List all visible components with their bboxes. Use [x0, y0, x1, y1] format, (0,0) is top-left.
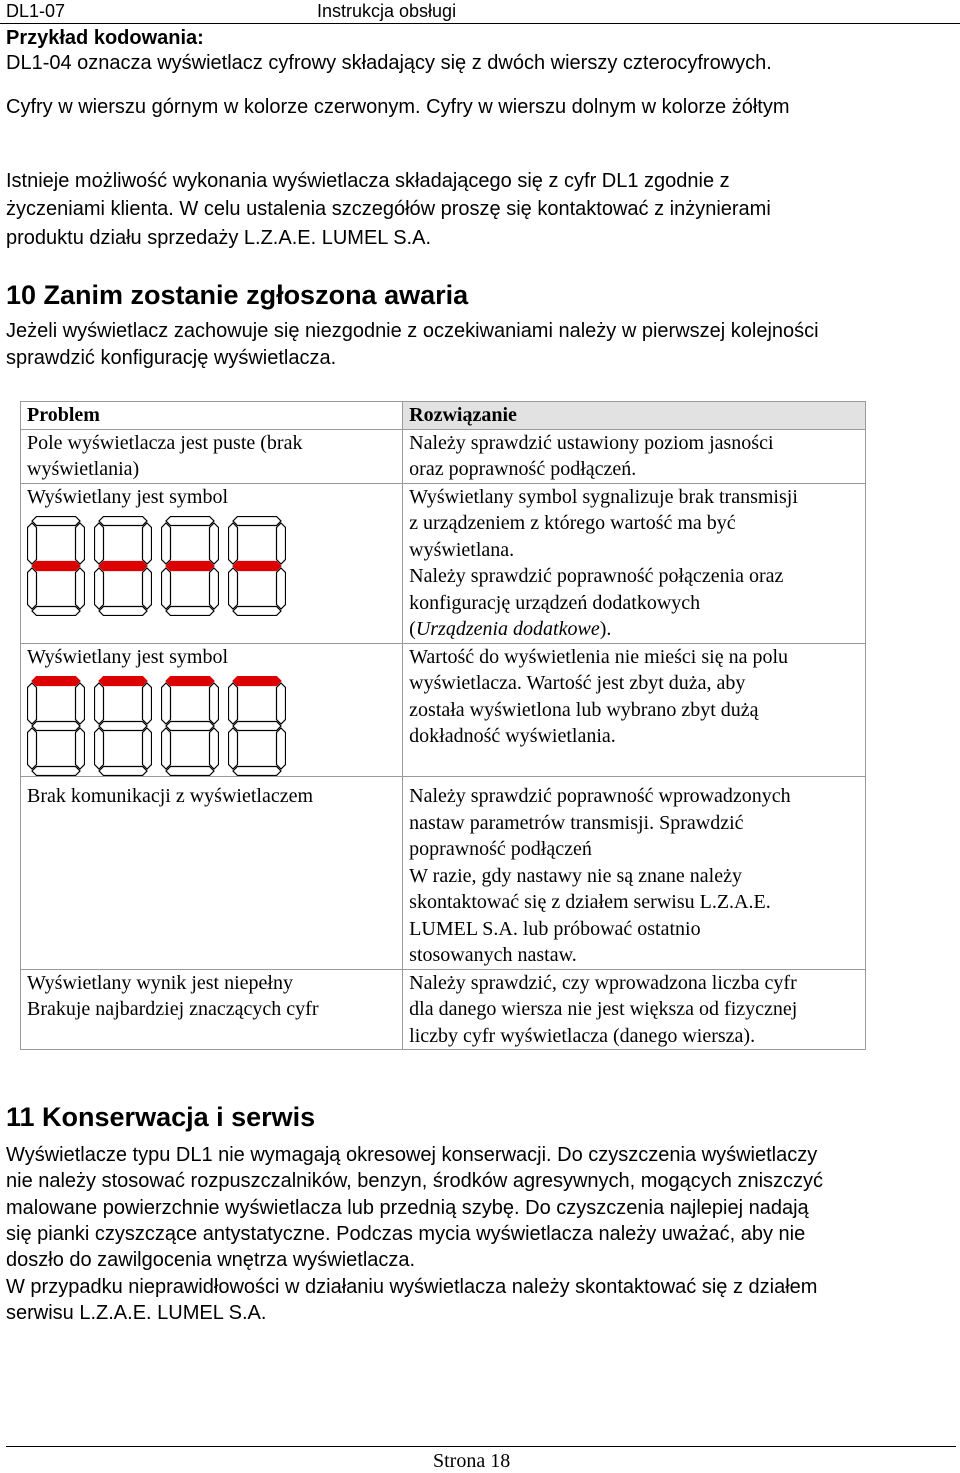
solution-line: z urządzeniem z którego wartość ma być [409, 512, 736, 534]
coding-example-line2: Cyfry w wierszu górnym w kolorze czerwonym. Cyfry w wierszu dolnym w kolorze żółtym [6, 96, 790, 118]
solution-line: LUMEL S.A. lub próbować ostatnio [409, 917, 701, 940]
segment-g [233, 722, 281, 731]
footer-divider [6, 1446, 956, 1447]
segment-f [95, 683, 104, 724]
segment-c [277, 728, 286, 769]
header-divider [0, 23, 960, 24]
segment-b [210, 523, 219, 564]
segment-g [166, 722, 214, 731]
seven-segment-digit [27, 516, 85, 616]
seven-segment-digit [27, 676, 85, 776]
segment-f [95, 523, 104, 564]
table-header-row [21, 402, 866, 430]
segment-g [32, 722, 80, 731]
segment-b [76, 523, 85, 564]
segment-a [233, 677, 281, 686]
problem-line: Brakuje najbardziej znaczących cyfr [27, 998, 319, 1020]
segment-c [143, 728, 152, 769]
page-number: Strona 18 [433, 1450, 511, 1472]
table-row [21, 429, 866, 483]
problem-line: Brak komunikacji z wyświetlaczem [27, 785, 314, 807]
solution-line: Należy sprawdzić poprawność połączenia oraz [409, 565, 784, 587]
solution-line: dla danego wiersza nie jest większa od fizycznej [409, 998, 798, 1020]
segment-b [143, 523, 152, 564]
segment-g [233, 562, 281, 571]
problem-line: Pole wyświetlacza jest puste (brak [27, 431, 303, 454]
segment-c [76, 728, 85, 769]
segment-d [32, 607, 80, 616]
custom-text-line2: życzeniami klienta. W celu ustalenia szczegółów proszę się kontaktować z inżynierami [6, 198, 771, 220]
solution-cell [403, 643, 866, 777]
segment-d [99, 607, 147, 616]
table-row [21, 483, 866, 643]
segment-e [28, 728, 37, 769]
segment-c [76, 568, 85, 609]
solution-line: wyświetlana. [409, 538, 515, 561]
segment-g [99, 562, 147, 571]
segment-g [166, 562, 214, 571]
no-transmission-symbol [27, 516, 396, 616]
table-row [21, 643, 866, 777]
coding-example-line1: DL1-04 oznacza wyświetlacz cyfrowy składający się z dwóch wierszy czterocyfrowych. [6, 52, 772, 74]
solution-line: liczby cyfr wyświetlacza (danego wiersza). [409, 1024, 756, 1047]
section11-p2-line2: serwisu L.Z.A.E. LUMEL S.A. [6, 1302, 267, 1324]
solution-line: oraz poprawność podłączeń. [409, 458, 637, 480]
segment-e [28, 568, 37, 609]
segment-f [229, 683, 238, 724]
section11-p1-line5: doszło do zawilgocenia wnętrza wyświetlacza. [6, 1249, 416, 1271]
segment-f [229, 523, 238, 564]
segment-e [229, 568, 238, 609]
segment-g [99, 722, 147, 731]
seven-segment-digit [94, 516, 152, 616]
paren-open: ( [409, 618, 416, 640]
segment-b [210, 683, 219, 724]
segment-d [166, 607, 214, 616]
problem-cell [21, 969, 403, 1050]
solution-line: została wyświetlona lub wybrano zbyt dużą [409, 698, 759, 721]
segment-f [162, 683, 171, 724]
segment-a [32, 517, 80, 526]
seven-segment-digit [161, 516, 219, 616]
overflow-symbol [27, 676, 396, 776]
segment-a [166, 677, 214, 686]
segment-e [229, 728, 238, 769]
seven-segment-digit [161, 676, 219, 776]
segment-e [162, 728, 171, 769]
problem-cell [21, 643, 403, 777]
segment-a [233, 517, 281, 526]
column-header-problem: Problem [21, 402, 403, 430]
segment-e [95, 568, 104, 609]
segment-f [28, 683, 37, 724]
section11-p1-line1: Wyświetlacze typu DL1 nie wymagają okresowej konserwacji. Do czyszczenia wyświetlaczy [6, 1144, 818, 1166]
solution-line: nastaw parametrów transmisji. Sprawdzić [409, 811, 744, 834]
section11-p2-line1: W przypadku nieprawidłowości w działaniu wyświetlacza należy skontaktować się z działem [6, 1276, 818, 1298]
segment-d [166, 767, 214, 776]
solution-line: dokładność wyświetlania. [409, 725, 616, 747]
segment-c [277, 568, 286, 609]
solution-cell [403, 969, 866, 1050]
problem-line: Wyświetlany jest symbol [27, 485, 228, 508]
header-title: Instrukcja obsługi [317, 1, 457, 21]
solution-line: konfigurację urządzeń dodatkowych [409, 591, 701, 614]
segment-b [277, 683, 286, 724]
segment-c [210, 728, 219, 769]
solution-line: poprawność podłączeń [409, 838, 592, 860]
problem-line: Wyświetlany jest symbol [27, 645, 228, 668]
segment-c [143, 568, 152, 609]
solution-line: Należy sprawdzić ustawiony poziom jasności [409, 431, 774, 454]
segment-b [76, 683, 85, 724]
custom-text-line3: produktu działu sprzedaży L.Z.A.E. LUMEL S.A. [6, 227, 432, 249]
problem-cell [21, 429, 403, 483]
troubleshooting-table [20, 401, 866, 1050]
segment-d [233, 767, 281, 776]
segment-e [162, 568, 171, 609]
table-row [21, 777, 866, 970]
problem-line: Wyświetlany wynik jest niepełny [27, 971, 293, 994]
column-header-solution: Rozwiązanie [403, 402, 866, 430]
segment-c [210, 568, 219, 609]
segment-a [99, 677, 147, 686]
segment-d [99, 767, 147, 776]
solution-line: Wyświetlany symbol sygnalizuje brak transmisji [409, 485, 798, 508]
seven-segment-digit [94, 676, 152, 776]
custom-text-line1: Istnieje możliwość wykonania wyświetlacza składającego się z cyfr DL1 zgodnie z [6, 170, 730, 192]
solution-line: skontaktować się z działem serwisu L.Z.A.E. [409, 891, 771, 913]
coding-example-heading: Przykład kodowania: [6, 27, 204, 49]
segment-f [162, 523, 171, 564]
solution-line: Należy sprawdzić poprawność wprowadzonych [409, 785, 791, 807]
problem-line: wyświetlania) [27, 458, 140, 480]
section11-p1-line4: się pianki czyszczące antystatyczne. Podczas mycia wyświetlacza należy uważać, aby nie [6, 1223, 806, 1245]
section10-heading: 10 Zanim zostanie zgłoszona awaria [6, 280, 469, 310]
segment-a [32, 677, 80, 686]
section10-intro-line2: sprawdzić konfigurację wyświetlacza. [6, 347, 337, 369]
solution-cell [403, 429, 866, 483]
segment-a [99, 517, 147, 526]
solution-line: stosowanych nastaw. [409, 944, 577, 966]
section11-heading: 11 Konserwacja i serwis [6, 1102, 316, 1132]
solution-cell [403, 483, 866, 643]
section11-p1-line3: malowane powierzchnie wyświetlacza lub przednią szybę. Do czyszczenia najlepiej nadają [6, 1197, 809, 1219]
solution-line: Wartość do wyświetlenia nie mieści się na polu [409, 645, 789, 668]
solution-line: Należy sprawdzić, czy wprowadzona liczba cyfr [409, 971, 797, 994]
accessories-reference: Urządzenia dodatkowe [415, 618, 600, 640]
seven-segment-digit [228, 516, 286, 616]
segment-d [32, 767, 80, 776]
segment-b [277, 523, 286, 564]
segment-f [28, 523, 37, 564]
segment-g [32, 562, 80, 571]
seven-segment-digit [228, 676, 286, 776]
problem-cell [21, 777, 403, 970]
section10-intro-line1: Jeżeli wyświetlacz zachowuje się niezgodnie z oczekiwaniami należy w pierwszej kolejności [6, 320, 819, 342]
solution-line: W razie, gdy nastawy nie są znane należy [409, 864, 742, 887]
paren-close: ). [599, 618, 612, 640]
segment-d [233, 607, 281, 616]
segment-e [95, 728, 104, 769]
solution-line: wyświetlacza. Wartość jest zbyt duża, aby [409, 672, 746, 694]
section11-p1-line2: nie należy stosować rozpuszczalników, benzyn, środków agresywnych, mogących zniszczyć [6, 1170, 824, 1192]
problem-cell [21, 483, 403, 643]
segment-a [166, 517, 214, 526]
segment-b [143, 683, 152, 724]
solution-cell [403, 777, 866, 970]
solution-line [409, 616, 859, 643]
header-model: DL1-07 [6, 1, 66, 21]
table-row [21, 969, 866, 1050]
